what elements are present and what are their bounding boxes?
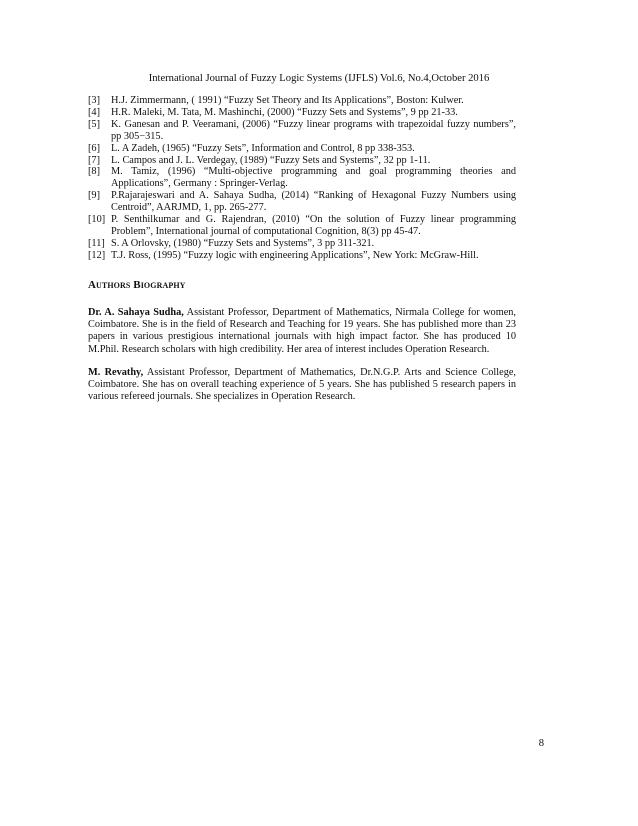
reference-text: S. A Orlovsky, (1980) “Fuzzy Sets and Systems”, 3 pp 311-321. — [111, 237, 375, 249]
reference-item — [88, 143, 516, 155]
author-name: Dr. A. Sahaya Sudha, — [88, 307, 184, 318]
reference-text: P.Rajarajeswari and A. Sahaya Sudha, (2014) “Ranking of Hexagonal Fuzzy Numbers using Centroid”, AARJMD, 1, pp. 265-277. — [111, 190, 516, 214]
reference-item — [88, 190, 516, 214]
reference-text: L. A Zadeh, (1965) “Fuzzy Sets”, Information and Control, 8 pp 338-353. — [111, 142, 415, 154]
section-heading-authors-biography: Authors Biography — [88, 279, 186, 291]
reference-list — [88, 95, 516, 262]
reference-item — [88, 214, 516, 238]
reference-number: [3] — [88, 95, 101, 106]
page-number: 8 — [538, 738, 544, 749]
running-header: International Journal of Fuzzy Logic Systems (IJFLS) Vol.6, No.4,October 2016 — [148, 73, 490, 84]
reference-text: L. Campos and J. L. Verdegay, (1989) “Fuzzy Sets and Systems”, 32 pp 1-11. — [111, 154, 431, 166]
reference-text: H.R. Maleki, M. Tata, M. Mashinchi, (2000) “Fuzzy Sets and Systems”, 9 pp 21-33. — [111, 106, 458, 118]
reference-number: [8] — [88, 166, 101, 178]
author-name: M. Revathy, — [88, 367, 144, 378]
reference-number: [7] — [88, 154, 101, 166]
reference-number: [5] — [88, 118, 101, 130]
reference-number: [4] — [88, 106, 101, 118]
author-bio-text: Assistant Professor, Department of Mathematics, Nirmala College for women, Coimbatore. She is in the field of Research and Teaching for 19 years. She has published more than 23 papers in various prestigious international journals with high impact factor. She has produced 10 M.Phil. Research scholars with high credibility. Her area of interest includes Operation Research. — [88, 307, 516, 355]
reference-number: [11] — [88, 237, 105, 249]
reference-number: [9] — [88, 190, 101, 202]
reference-number: [6] — [88, 142, 101, 154]
reference-text: H.J. Zimmermann, ( 1991) “Fuzzy Set Theory and Its Applications”, Boston: Kulwer. — [111, 95, 464, 106]
reference-item — [88, 155, 516, 167]
reference-text: P. Senthilkumar and G. Rajendran, (2010) “On the solution of Fuzzy linear programming Problem”, International journal of computational Cognition, 8(3) pp 45-47. — [111, 214, 516, 237]
author-bio-text: Assistant Professor, Department of Mathematics, Dr.N.G.P. Arts and Science College, Coimbatore. She has on overall teaching experience of 5 years. She has published 5 research papers in various refereed journals. She specializes in Operation Research. — [88, 367, 516, 403]
reference-item — [88, 107, 516, 119]
reference-item — [88, 238, 516, 250]
reference-item — [88, 95, 516, 107]
author-bio — [88, 307, 516, 356]
reference-text: M. Tamiz, (1996) “Multi-objective programming and goal programming theories and Applications”, Germany : Springer-Verlag. — [111, 166, 516, 190]
reference-text: T.J. Ross, (1995) “Fuzzy logic with engineering Applications”, New York: McGraw-Hill. — [111, 249, 479, 261]
reference-item — [88, 166, 516, 190]
reference-item — [88, 250, 516, 262]
author-bio — [88, 367, 516, 404]
reference-number: [12] — [88, 249, 106, 261]
reference-item — [88, 119, 516, 143]
reference-text: K. Ganesan and P. Veeramani, (2006) “Fuzzy linear programs with trapezoidal fuzzy numbers”, pp 305−315. — [111, 118, 516, 142]
reference-number: [10] — [88, 214, 106, 226]
